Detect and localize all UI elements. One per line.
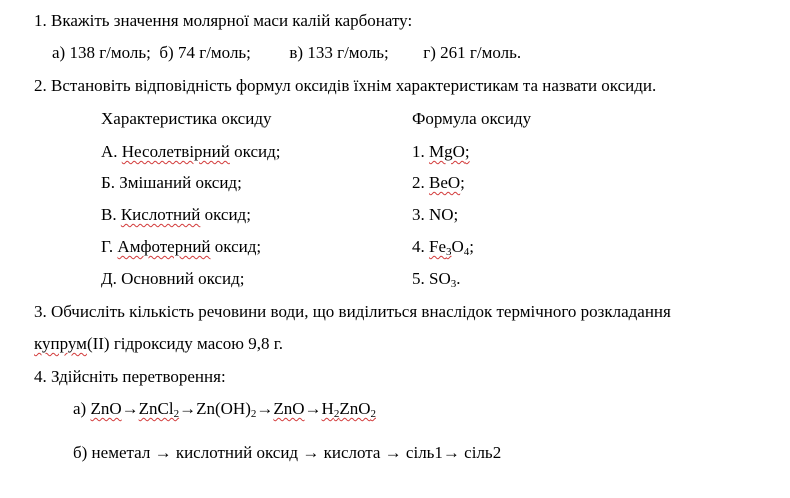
chem-o-sub: 2 [370,408,376,420]
formula-4-iron [429,237,452,256]
column-header-characteristic: Характеристика оксиду [101,109,272,128]
transformation-a-label: а) [73,399,91,418]
formula-5-punct: . [456,269,461,288]
characteristic-v-suffix: оксид; [200,205,251,224]
option-a: а) 138 г/моль; [52,43,151,62]
characteristic-b: Б. Змішаний оксид; [101,173,242,192]
characteristic-g-label: Г. [101,237,118,256]
question-3-word: купрум [34,334,87,353]
arrow-icon: → [256,399,274,418]
formula-4-sub1: 3 [446,246,452,258]
question-1-options [52,42,521,64]
chem-zno-3: ZnO [339,399,371,418]
option-b: б) 74 г/моль; [159,43,251,62]
formula-2-number: 2. [412,173,429,192]
chem-zno-2: ZnO [273,399,305,418]
characteristic-g-word: Амфотерний [117,237,211,256]
formula-4-o: O [451,237,464,256]
characteristic-v-label: В. [101,205,121,224]
formula-1-compound [429,142,470,161]
formula-1-number: 1. [412,142,429,161]
characteristic-a-word: Несолетвірний [121,142,230,161]
characteristic-g [101,236,261,258]
formula-4-sub2: 4 [463,246,470,258]
characteristic-d: Д. Основний оксид; [101,269,245,288]
formula-4 [412,236,474,258]
characteristic-a-label: А. [101,142,122,161]
formula-1-text: MgO [429,142,465,161]
question-1-text: 1. Вкажіть значення молярної маси калій карбонату: [34,11,413,30]
formula-1-punct: ; [464,142,470,161]
chem-zncl2 [139,399,179,418]
characteristic-v [101,204,251,226]
question-3-line-2 [34,333,283,355]
transformation-b: б) неметал → кислотний оксид → кислота → сіль1→ сіль2 [73,443,502,462]
formula-5 [412,268,460,290]
option-g: г) 261 г/моль. [423,43,522,62]
column-header-formula: Формула оксиду [412,109,532,128]
characteristic-a [101,141,280,163]
chem-znoh-sub: 2 [250,408,257,420]
arrow-icon: → [121,399,139,418]
chem-h-sub: 2 [333,408,340,420]
arrow-icon: → [304,399,322,418]
arrow-icon: → [179,399,197,418]
formula-5-sub: 3 [450,278,457,290]
formula-4-punct: ; [469,237,475,256]
formula-4-number: 4. [412,237,429,256]
chem-h2zno2 [322,399,376,418]
chem-znoh: Zn(OH) [196,399,251,418]
chem-zno-1: ZnO [90,399,122,418]
formula-5-text: 5. SO [412,269,451,288]
formula-1 [412,141,470,163]
formula-4-fe: Fe [429,237,446,256]
characteristic-g-suffix: оксид; [210,237,262,256]
formula-2 [412,172,465,194]
option-v: в) 133 г/моль; [289,43,389,62]
question-3-line-1: 3. Обчисліть кількість речовини води, що виділиться внаслідок термічного розкладання [34,302,671,321]
question-2-text: 2. Встановіть відповідність формул оксидів їхнім характеристикам та назвати оксиди. [34,76,657,95]
question-3-rest: (II) гідроксиду масою 9,8 г. [86,334,284,353]
transformation-a [73,398,376,420]
characteristic-v-word: Кислотний [120,205,201,224]
question-4-text: 4. Здійсніть перетворення: [34,367,226,386]
characteristic-a-suffix: оксид; [229,142,281,161]
formula-2-compound: BeO [429,173,461,192]
chem-zncl-sub: 2 [173,408,180,420]
chem-h: H [321,399,334,418]
formula-2-punct: ; [460,173,465,192]
chem-zncl: ZnCl [138,399,174,418]
formula-3: 3. NO; [412,205,459,224]
